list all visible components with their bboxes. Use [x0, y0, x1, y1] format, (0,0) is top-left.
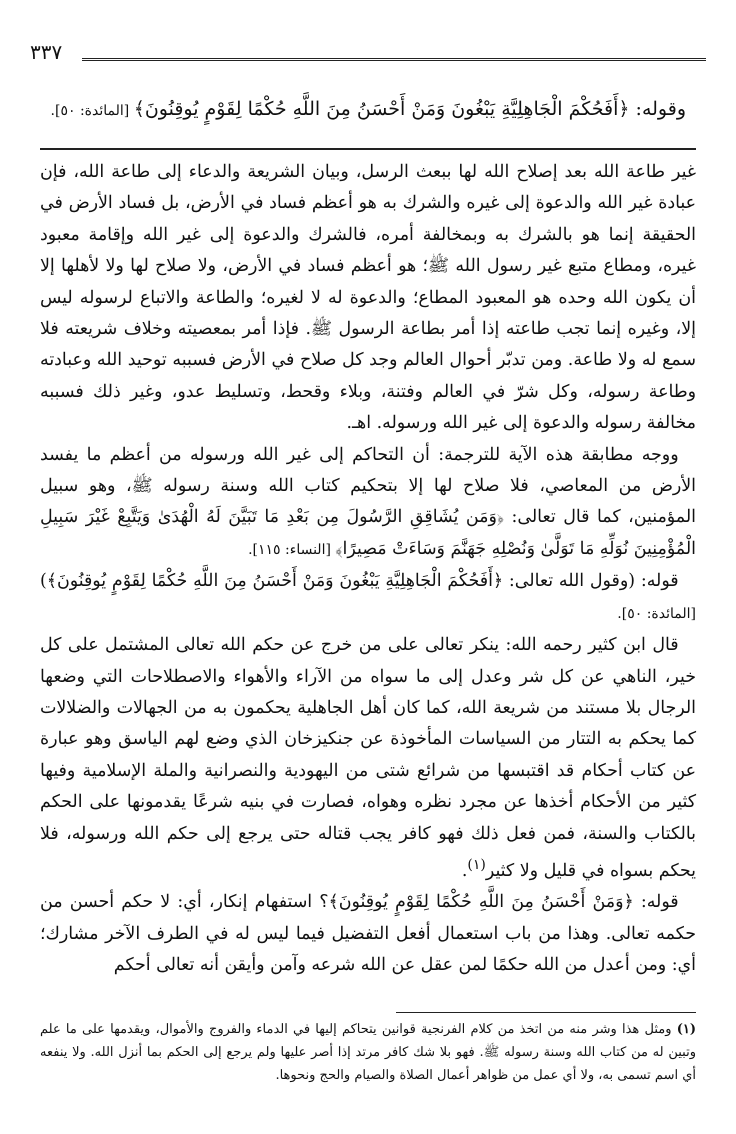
paragraph-4-end: .: [461, 860, 468, 881]
footnote-1: [40, 1018, 696, 1087]
paragraph-4: [40, 630, 696, 887]
paragraph-5-text: قوله:: [633, 892, 679, 913]
top-intro: وقوله:: [629, 98, 686, 120]
page-number: ٣٣٧: [30, 40, 63, 64]
paragraph-2: [40, 440, 696, 567]
body-text: [40, 157, 696, 981]
paragraph-3: [40, 566, 696, 630]
paragraph-3-text: قوله: (وقول الله تعالى:: [503, 571, 679, 592]
paragraph-5: [40, 887, 696, 981]
top-verse-ref: [المائدة: ٥٠].: [50, 103, 134, 119]
footnote: [40, 1018, 696, 1087]
paragraph-3-verse: ﴿أَفَحُكْمَ الْجَاهِلِيَّةِ يَبْغُونَ وَمَنْ أَحْسَنُ مِنَ اللَّهِ حُكْمًا لِقَوْمٍ يُوقِنُونَ﴾: [46, 571, 504, 592]
footnote-rule: [396, 1012, 696, 1013]
top-verse: ﴿أَفَحُكْمَ الْجَاهِلِيَّةِ يَبْغُونَ وَمَنْ أَحْسَنُ مِنَ اللَّهِ حُكْمًا لِقَوْمٍ يُوقِنُونَ﴾: [133, 98, 630, 120]
footnote-text: ومثل هذا وشر منه من اتخذ من كلام الفرنجية قوانين يتحاكم إليها في الدماء والفروج والأموال، ويقدمها على ما علم وتبين له من كتاب الله وسنة رسوله ﷺ. فهو بلا شك كافر مرتد إذا أصر عليها ولم يرجع إلى الحكم بما أنزل الله. ولا ينفعه أي اسم تسمى به، ولا أي عمل من ظواهر أعمال الصلاة والصيام والحج ونحوها.: [40, 1022, 696, 1083]
paragraph-2-verse: ﴿وَمَن يُشَاقِقِ الرَّسُولَ مِن بَعْدِ مَا تَبَيَّنَ لَهُ الْهُدَىٰ وَيَتَّبِعْ غَيْرَ سَبِيلِ الْمُؤْمِنِينَ نُوَلِّهِ مَا تَوَلَّىٰ وَنُصْلِهِ جَهَنَّمَ وَسَاءَتْ مَصِيرًا﴾: [40, 507, 696, 559]
paragraph-2-text: ووجه مطابقة هذه الآية للترجمة: أن التحاكم إلى غير الله ورسوله من أعظم ما يفسد الأرض من المعاصي، فلا صلاح لها إلا بتحكيم كتاب الله وسنة رسوله ﷺ، وهو سبيل المؤمنين، كما قال تعالى:: [40, 444, 696, 528]
footnote-reference[interactable]: (١): [467, 856, 486, 873]
top-quote-block: [40, 94, 686, 126]
paragraph-3-close: ): [40, 571, 47, 592]
page-header: [30, 40, 706, 66]
paragraph-2-ref: [النساء: ١١٥].: [248, 541, 336, 558]
footnote-mark: (١): [676, 1022, 696, 1037]
paragraph-4-text: قال ابن كثير رحمه الله: ينكر تعالى على من خرج عن حكم الله تعالى المشتمل على كل خير، الناهي عن كل شر وعدل إلى ما سواه من الآراء والأهواء والاصطلاحات التي وضعها الرجال بلا مستند من شريعة الله، كما كان أهل الجاهلية يحكمون به من الجهالات والضلالات كما يحكم به التتار من السياسات المأخوذة عن جنكيزخان الذي وضع لهم الياسق وهو عبارة عن كتاب أحكام قد اقتبسها من شرائع شتى من اليهودية والنصرانية والملة الإسلامية وفيها كثير من الأحكام أخذها عن مجرد نظره وهواه، فصارت في بنيه شرعًا يقدمونها على الحكم بالكتاب والسنة، فمن فعل ذلك فهو كافر يجب قتاله حتى يرجع إلى حكم الله ورسوله، فلا يحكم بسواه في قليل ولا كثير: [40, 635, 696, 881]
header-rule: [82, 58, 706, 61]
paragraph-5-rest: ؟ استفهام إنكار، أي: لا حكم أحسن من حكمه تعالى. وهذا من باب استعمال أفعل التفضيل فيما ليس له في الطرف الآخر مشارك؛ أي: ومن أعدل من الله حكمًا لمن عقل عن الله شرعه وآمن وأيقن أنه تعالى أحكم: [40, 892, 696, 975]
paragraph-5-verse: ﴿وَمَنْ أَحْسَنُ مِنَ اللَّهِ حُكْمًا لِقَوْمٍ يُوقِنُونَ﴾: [328, 892, 634, 913]
paragraph-3-ref: [المائدة: ٥٠].: [617, 605, 696, 622]
main-rule: [40, 148, 696, 150]
paragraph-1: غير طاعة الله بعد إصلاح الله لها ببعث الرسل، وبيان الشريعة والدعاء إلى طاعة الله، فإن عبادة غير الله والدعوة إلى غيره والشرك به هو أعظم فساد في الأرض، بل فساد الأرض في الحقيقة إنما هو بالشرك به وبمخالفة أمره، فالشرك والدعوة إلى غير الله وإقامة معبود غيره، ومطاع متبع غير رسول الله ﷺ؛ هو أعظم فساد في الأرض، ولا صلاح لها ولا لأهلها إلا أن يكون الله وحده هو المعبود المطاع؛ والدعوة له لا لغيره؛ والطاعة والاتباع لرسوله ليس إلا، وغيره إنما تجب طاعته إذا أمر بطاعة الرسول ﷺ. فإذا أمر بمعصيته وخلاف شريعته فلا سمع له ولا طاعة. ومن تدبّر أحوال العالم وجد كل صلاح في الأرض فسببه توحيد الله وعبادته وطاعة رسوله، وكل شرّ في العالم وفتنة، وبلاء وقحط، وتسليط عدو، وغير ذلك فسببه مخالفة رسوله والدعوة إلى غير الله ورسوله. اهـ.: [40, 162, 696, 434]
